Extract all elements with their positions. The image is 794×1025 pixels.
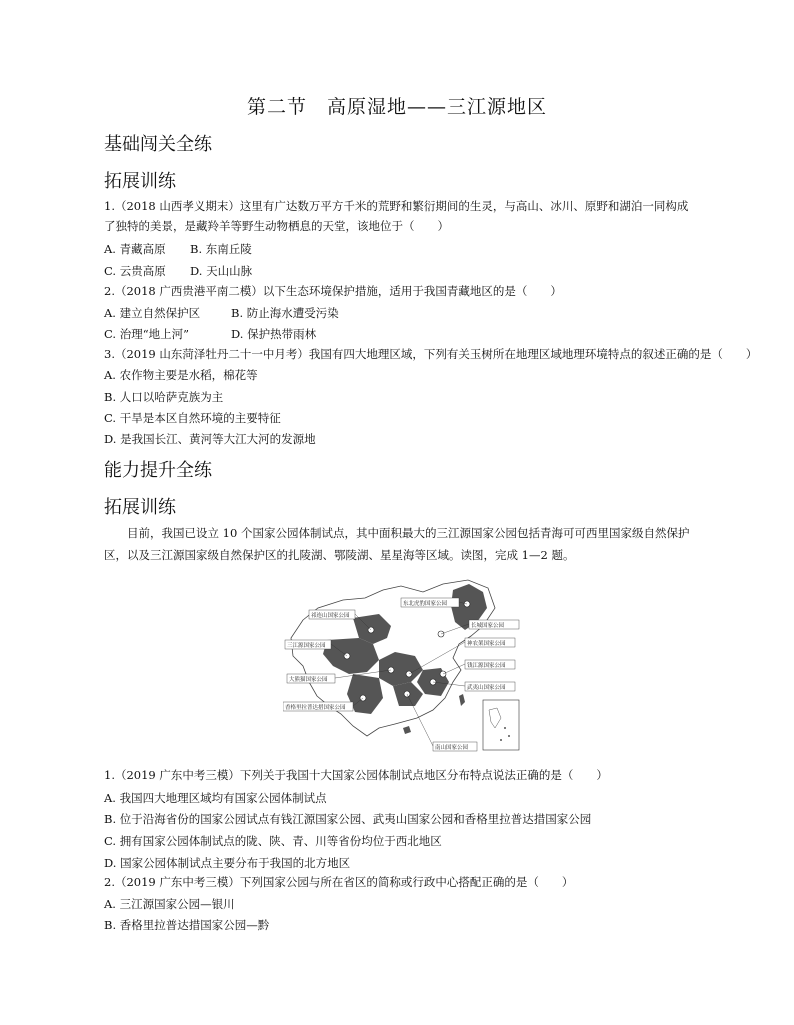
- q2-option-c: C. 治理“地上河”: [104, 327, 189, 341]
- section-heading-basic: 基础闯关全练: [104, 134, 212, 155]
- q1-option-c: C. 云贵高原: [104, 264, 166, 278]
- section-subheading-extend: 拓展训练: [104, 171, 176, 192]
- q3-option-a: A. 农作物主要是水稻，棉花等: [104, 368, 258, 382]
- q1-option-b: B. 东南丘陵: [190, 242, 252, 256]
- q1-option-a: A. 青藏高原: [104, 242, 166, 256]
- mq1-option-a: A. 我国四大地理区域均有国家公园体制试点: [104, 791, 327, 805]
- label-panda-park: 大熊猫国家公园: [289, 677, 328, 683]
- label-northeast-tiger-park: 东北虎豹国家公园: [403, 601, 448, 607]
- label-wuyishan-park: 武夷山国家公园: [467, 685, 506, 691]
- national-parks-map: [283, 578, 523, 756]
- label-qilian-park: 祁连山国家公园: [311, 613, 350, 619]
- label-shennongjia-park: 神农架国家公园: [467, 641, 506, 647]
- map-question-1-stem: 1.（2019 广东中考三模）下列关于我国十大国家公园体制试点地区分布特点说法正确的是（ ）: [104, 768, 608, 782]
- label-great-wall-park: 长城国家公园: [471, 623, 505, 629]
- q3-option-b: B. 人口以哈萨克族为主: [104, 390, 224, 404]
- label-nanshan-park: 南山国家公园: [435, 745, 469, 751]
- mq2-option-b: B. 香格里拉普达措国家公园—黔: [104, 918, 270, 932]
- mq1-option-b: B. 位于沿海省份的国家公园试点有钱江源国家公园、武夷山国家公园和香格里拉普达措国家公园: [104, 812, 592, 826]
- label-qianjiangyuan-park: 钱江源国家公园: [467, 663, 506, 669]
- section-subheading-extend-2: 拓展训练: [104, 497, 176, 518]
- question-2-stem: 2.（2018 广西贵港平南二模）以下生态环境保护措施，适用于我国青藏地区的是（ ）: [104, 284, 562, 298]
- q2-option-d: D. 保护热带雨林: [231, 327, 317, 341]
- q1-option-d: D. 天山山脉: [190, 264, 253, 278]
- q3-option-d: D. 是我国长江、黄河等大江大河的发源地: [104, 432, 316, 446]
- q2-option-a: A. 建立自然保护区: [104, 306, 201, 320]
- south-sea-inset: [483, 700, 519, 750]
- mq1-option-d: D. 国家公园体制试点主要分布于我国的北方地区: [104, 856, 351, 870]
- label-shangri-la-park: 香格里拉普达措国家公园: [285, 705, 346, 711]
- q2-option-b: B. 防止海水遭受污染: [231, 306, 339, 320]
- label-sanjiangyuan-park: 三江源国家公园: [287, 643, 326, 649]
- map-question-2-stem: 2.（2019 广东中考三模）下列国家公园与所在省区的简称或行政中心搭配正确的是（ ）: [104, 875, 574, 889]
- mq1-option-c: C. 拥有国家公园体制试点的陇、陕、青、川等省份均位于西北地区: [104, 834, 442, 848]
- section-heading-ability: 能力提升全练: [104, 460, 212, 481]
- q3-option-c: C. 干旱是本区自然环境的主要特征: [104, 411, 281, 425]
- question-1-stem: 1.（2018 山西孝义期末）这里有广达数万平方千米的荒野和繁衍期间的生灵，与高山、冰川、原野和湖泊一同构成了独特的美景，是藏羚羊等野生动物栖息的天堂，该地位于（ ）: [104, 199, 689, 233]
- page-title: 第二节 高原湿地——三江源地区: [246, 96, 547, 118]
- reading-passage: 目前，我国已设立 10 个国家公园体制试点，其中面积最大的三江源国家公园包括青海可可西里国家级自然保护区，以及三江源国家级自然保护区的扎陵湖、鄂陵湖、星星海等区域。读图，完成 1—2 题。: [104, 526, 690, 562]
- mq2-option-a: A. 三江源国家公园—银川: [104, 897, 235, 911]
- question-3-stem: 3.（2019 山东菏泽牡丹二十一中月考）我国有四大地理区域，下列有关玉树所在地理区域地理环境特点的叙述正确的是（ ）: [104, 347, 758, 361]
- china-map-figure: [283, 578, 523, 756]
